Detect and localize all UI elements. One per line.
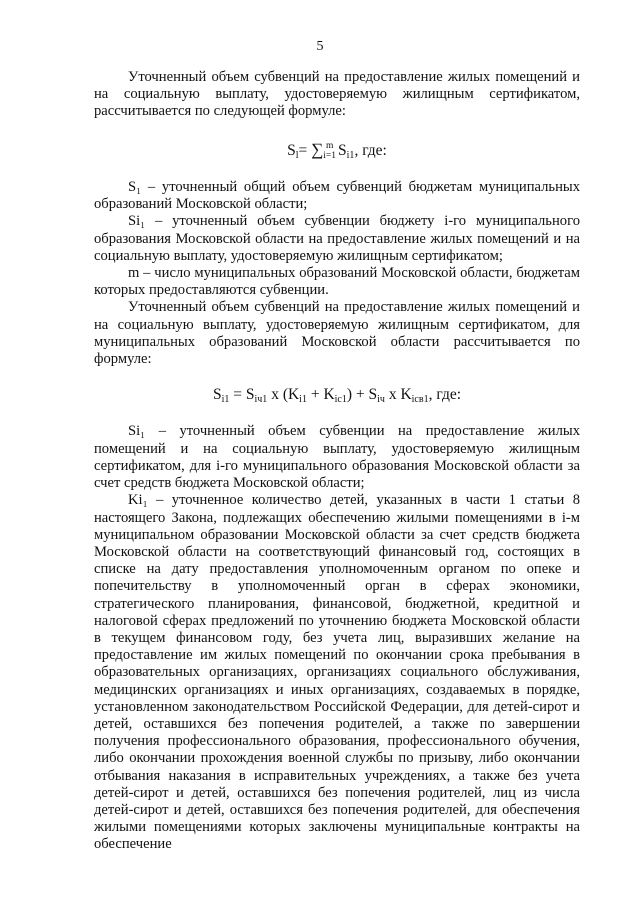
f2-a-sub: i1	[221, 394, 230, 406]
f2-f: x K	[384, 386, 412, 404]
f2-d-sub: ic1	[334, 394, 347, 406]
formula-tail: , где:	[354, 141, 387, 159]
sum-symbol: ∑	[311, 139, 324, 159]
f2-b: = S	[229, 386, 255, 404]
definition-si1-municipal: Si₁ – уточненный объем субвенции на предоставление жилых помещений и на социальную выплату, удостоверяемую жилищным сертификатом, для i-го муниципального образования Московской области за счет средств бюджета Московской области;	[94, 423, 580, 492]
page-number: 5	[316, 39, 324, 54]
f2-c-sub: i1	[299, 394, 307, 406]
f2-g: , где:	[428, 386, 462, 404]
formula-lhs: S	[287, 141, 296, 159]
paragraph-intro: Уточненный объем субвенций на предоставление жилых помещений и на социальную выплату, удостоверяемую жилищным сертификатом, рассчитывается по следующей формуле:	[94, 69, 580, 120]
definition-m: m – число муниципальных образований Московской области, бюджетам которых предоставляются субвенции.	[94, 265, 580, 299]
document-body	[94, 69, 580, 854]
formula-term-sub: i1	[346, 149, 355, 161]
definition-ki1: Ki₁ – уточненное количество детей, указанных в части 1 статьи 8 настоящего Закона, подлежащих обеспечению жилыми помещениями в i-м муниципальном образовании Московской области за счет средств бюджета Московской области на соответствующий финансовый год, состоящих в списке на дату предоставления уполномоченным органом по опеке и попечительству в уполномоченный орган в сферах экономики, стратегического планирования, финансовой, бюджетной, кредитной и налоговой сферах предложений по уточнению бюджета Московской области в текущем финансовом году, без учета лиц, выразивших желание на предоставление им жилых помещений по окончании срока пребывания в образовательных организациях, организациях социального обслуживания, медицинских организациях и иных организациях, создаваемых в порядке, установленном законодательством Российской Федерации, для детей-сирот и детей, оставшихся без попечения родителей, а также по завершении получения профессионального образования, профессионального обучения, либо окончании прохождения военной службы по призыву, либо окончании отбывания наказания в исправительных учреждениях, а также без учета детей-сирот и детей, оставшихся без попечения родителей, лиц из числа детей-сирот и детей, оставшихся без попечения родителей, для обеспечения жилыми помещениями которых заключены муниципальные контракты на обеспечение	[94, 492, 580, 853]
formula-lhs-sub: l	[295, 149, 299, 161]
f2-a: S	[212, 386, 222, 404]
f2-f-sub: icв1	[411, 394, 429, 406]
formula-total-subvention	[94, 141, 580, 161]
f2-c: x (K	[267, 386, 300, 404]
f2-e: ) + S	[346, 386, 378, 404]
definition-si1: Si₁ – уточненный объем субвенции бюджету i-го муниципального образования Московской области на предоставление жилых помещений и на социальную выплату, удостоверяемую жилищным сертификатом;	[94, 213, 580, 264]
formula-municipal-subvention	[94, 386, 580, 406]
f2-e-sub: iч	[377, 394, 385, 406]
paragraph-municipal-formula: Уточненный объем субвенций на предоставление жилых помещений и на социальную выплату, удостоверяемую жилищным сертификатом, для муниципальных образований Московской области рассчитывается по формуле:	[94, 299, 580, 368]
definition-s1: S₁ – уточненный общий объем субвенций бюджетам муниципальных образований Московской области;	[94, 179, 580, 213]
f2-b-sub: iч1	[254, 394, 268, 406]
sum-bottom: i=1	[323, 151, 337, 162]
f2-d: + K	[306, 386, 335, 404]
sum-limits	[323, 141, 336, 161]
formula-term: S	[338, 141, 347, 159]
formula-eq: =	[298, 141, 312, 159]
sum-top: m	[325, 141, 334, 152]
